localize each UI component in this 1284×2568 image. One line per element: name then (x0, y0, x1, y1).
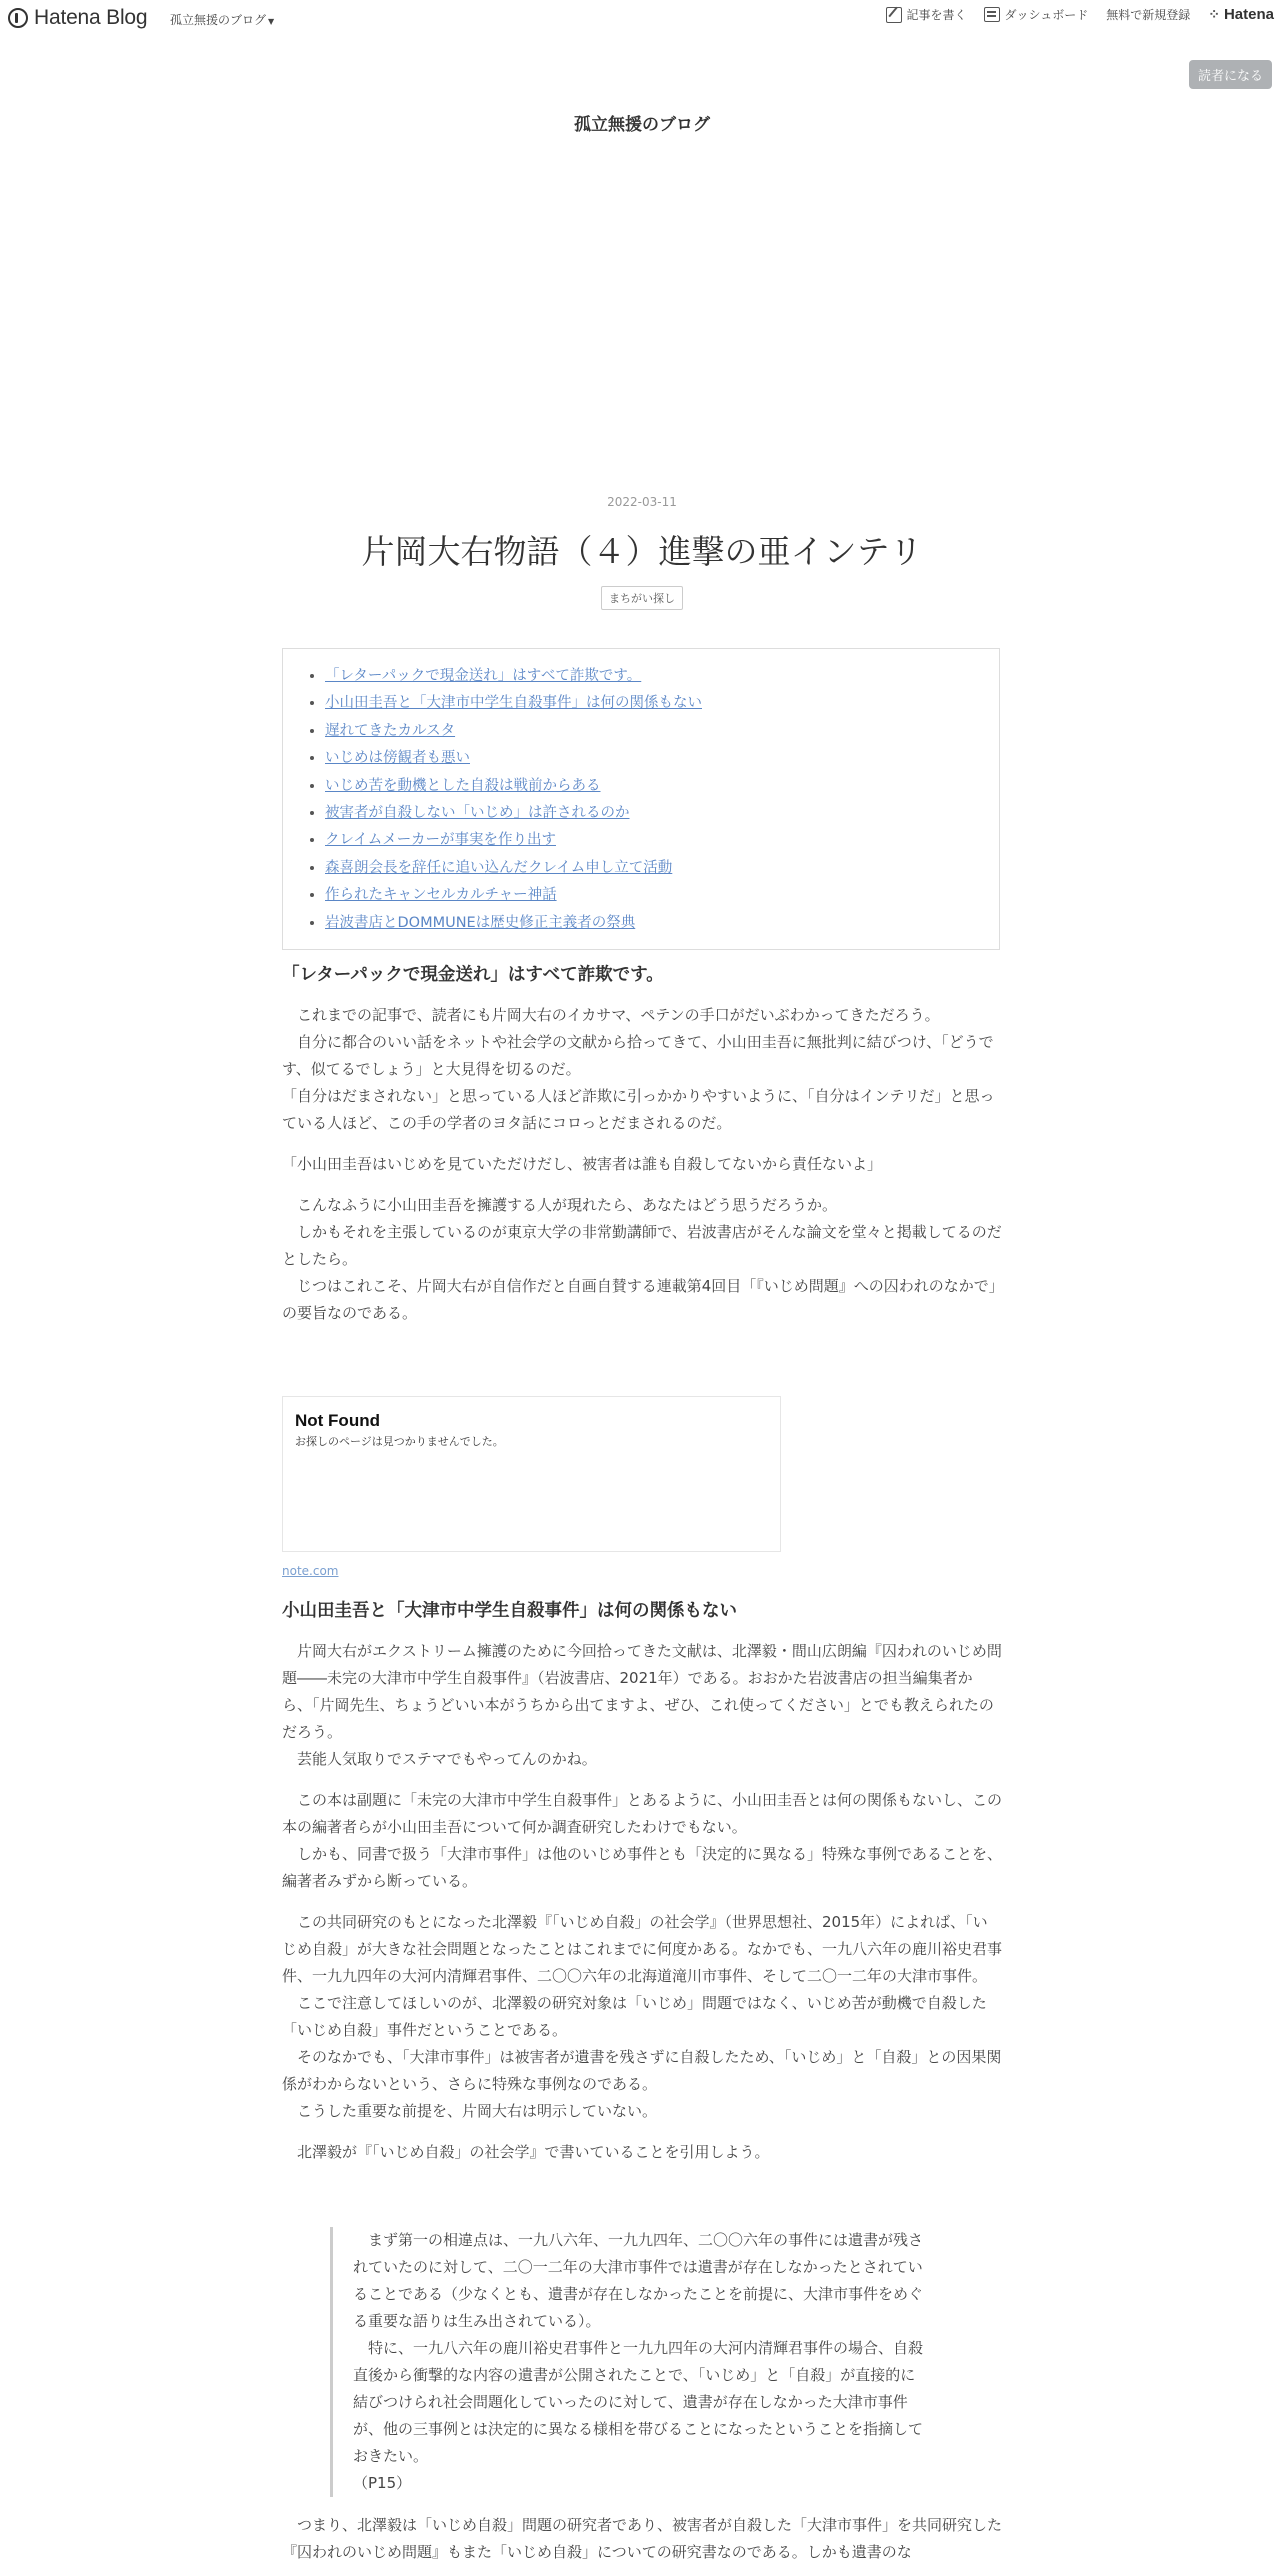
hatena-dots-icon: ⁘ (1208, 6, 1220, 22)
write-entry-label: 記事を書く (906, 8, 967, 22)
article-section-3 (282, 2512, 1002, 2566)
toc-item (325, 910, 999, 937)
hatena-blog-logo-icon (8, 8, 28, 28)
paragraph: ここで注意してほしいのが、北澤毅の研究対象は「いじめ」問題ではなく、いじめ苦が動機で自殺した「いじめ自殺」事件だということである。 (282, 1994, 987, 2039)
paragraph: 北澤毅が『「いじめ自殺」の社会学』で書いていることを引用しよう。 (282, 2143, 770, 2161)
toc-link[interactable]: 森喜朗会長を辞任に追い込んだクレイム申し立て活動 (325, 859, 673, 876)
article-section-1 (282, 960, 1002, 1327)
toc-link[interactable]: 遅れてきたカルスタ (325, 722, 456, 739)
toc-link[interactable]: クレイムメーカーが事実を作り出す (325, 832, 556, 849)
toc-item (325, 663, 999, 690)
quote-citation: （P15） (353, 2474, 412, 2492)
table-of-contents (282, 648, 1000, 950)
toc-item (325, 690, 999, 717)
toc-item (325, 745, 999, 772)
entry-title[interactable]: 片岡大右物語（４）進撃の亜インテリ (361, 532, 923, 571)
paragraph: 「自分はだまされない」と思っている人ほど詐欺に引っかかりやすいように、「自分はインテリだ」と思っている人ほど、この手の学者のヨタ話にコロっとだまされるのだ。 (282, 1087, 995, 1132)
toc-link[interactable]: いじめは傍観者も悪い (325, 750, 470, 767)
right-nav (886, 6, 1274, 23)
article-section-2 (282, 1596, 1002, 2166)
embed-card[interactable] (282, 1396, 781, 1552)
global-header (0, 0, 1284, 38)
blog-menu-label: 孤立無援のブログ (170, 13, 267, 27)
toc-item (325, 882, 999, 909)
write-entry-link[interactable] (886, 6, 966, 23)
embed-title: Not Found (295, 1411, 380, 1430)
toc-link[interactable]: 「レターパックで現金送れ」はすべて詐欺です。 (325, 668, 642, 684)
embed-source-link[interactable]: note.com (282, 1564, 339, 1578)
toc-item (325, 827, 999, 854)
subscribe-button[interactable]: 読者になる (1189, 60, 1272, 89)
paragraph: しかも、同書で扱う「大津市事件」は他のいじめ事件とも「決定的に異なる」特殊な事例であることを、編著者みずから断っている。 (282, 1845, 1003, 1890)
toc-item (325, 800, 999, 827)
paragraph: こんなふうに小山田圭吾を擁護する人が現れたら、あなたはどう思うだろうか。 (282, 1196, 838, 1214)
paragraph: この本は副題に「未完の大津市中学生自殺事件」とあるように、小山田圭吾とは何の関係もないし、この本の編著者らが小山田圭吾について何か調査研究したわけでもない。 (282, 1791, 1003, 1836)
dashboard-label: ダッシュボード (1004, 8, 1089, 22)
toc-item (325, 855, 999, 882)
paragraph: 片岡大右がエクストリーム擁護のために今回拾ってきた文献は、北澤毅・間山広朗編『囚われのいじめ問題――未完の大津市中学生自殺事件』（岩波書店、2021年）である。おおかた岩波書店の担当編集者から、「片岡先生、ちょうどいい本がうちから出てますよ、ぜひ、これ使ってください」とでも教えられたのだろう。 (282, 1642, 1002, 1741)
blog-menu-dropdown[interactable] (170, 11, 274, 28)
paragraph: しかもそれを主張しているのが東京大学の非常勤講師で、岩波書店がそんな論文を堂々と掲載してるのだとしたら。 (282, 1223, 1002, 1268)
paragraph: そのなかでも、「大津市事件」は被害者が遺書を残さずに自殺したため、「いじめ」と「自殺」との因果関係がわからないという、さらに特殊な事例なのである。 (282, 2048, 1002, 2093)
toc-link[interactable]: 小山田圭吾と「大津市中学生自殺事件」は何の関係もない (325, 695, 702, 712)
blockquote (330, 2227, 930, 2497)
paragraph: じつはこれこそ、片岡大右が自信作だと自画自賛する連載第4回目「『いじめ問題』への囚われのなかで」の要旨なのである。 (282, 1277, 997, 1322)
paragraph: この共同研究のもとになった北澤毅『「いじめ自殺」の社会学』（世界思想社、2015年）によれば、「いじめ自殺」が大きな社会問題となったことはこれまでに何度かある。なかでも、一九八六年の鹿川裕史君事件、一九九四年の大河内清輝君事件、二〇〇六年の北海道滝川市事件、そして二〇一二年の大津市事件。 (282, 1913, 1003, 1985)
pen-icon (886, 7, 902, 23)
paragraph: これまでの記事で、読者にも片岡大右のイカサマ、ペテンの手口がだいぶわかってきただろう。 (282, 1006, 940, 1024)
entry-date[interactable]: 2022-03-11 (607, 495, 677, 509)
toc-link[interactable]: 作られたキャンセルカルチャー神話 (325, 887, 557, 904)
toc-link[interactable]: いじめ苦を動機とした自殺は戦前からある (325, 777, 601, 794)
chevron-down-icon: ▼ (268, 17, 275, 26)
paragraph: つまり、北澤毅は「いじめ自殺」問題の研究者であり、被害者が自殺した「大津市事件」を共同研究した『囚われのいじめ問題』もまた「いじめ自殺」についての研究書なのである。しかも遺書のな (282, 2516, 1003, 2561)
brand-text: Hatena Blog (34, 6, 148, 29)
toc-link[interactable]: 岩波書店とDOMMUNEは歴史修正主義者の祭典 (325, 914, 636, 931)
quote-paragraph: 特に、一九八六年の鹿川裕史君事件と一九九四年の大河内清輝君事件の場合、自殺直後から衝撃的な内容の遺書が公開されたことで、「いじめ」と「自殺」が直接的に結びつけられ社会問題化していったのに対して、遺書が存在しなかった大津市事件が、他の三事例とは決定的に異なる様相を帯びることになったということを指摘しておきたい。 (353, 2339, 924, 2465)
dashboard-icon (984, 7, 1000, 22)
dashboard-link[interactable] (984, 6, 1088, 23)
signup-label: 無料で新規登録 (1106, 8, 1191, 22)
quote-paragraph: まず第一の相違点は、一九八六年、一九九四年、二〇〇六年の事件には遺書が残されていたのに対して、二〇一二年の大津市事件では遺書が存在しなかったとされていることである（少なくとも、遺書が存在しなかったことを前提に、大津市事件をめぐる重要な語りは生み出されている）。 (353, 2231, 924, 2330)
hatena-menu[interactable] (1208, 6, 1274, 23)
toc-item (325, 773, 999, 800)
section-heading: 「レターパックで現金送れ」はすべて詐欺です。 (282, 965, 664, 985)
blog-title[interactable]: 孤立無援のブログ (574, 115, 710, 135)
paragraph: 「小山田圭吾はいじめを見ていただけだし、被害者は誰も自殺してないから責任ないよ」 (282, 1155, 883, 1173)
category-tag[interactable]: まちがい探し (601, 586, 683, 610)
hatena-blog-logo[interactable] (8, 6, 147, 30)
hatena-label: Hatena (1223, 6, 1274, 23)
toc-link[interactable]: 被害者が自殺しない「いじめ」は許されるのか (325, 805, 630, 822)
section-heading: 小山田圭吾と「大津市中学生自殺事件」は何の関係もない (282, 1601, 737, 1621)
embed-text: お探しのページは見つかりませんでした。 (295, 1435, 504, 1448)
toc-item (325, 718, 999, 745)
paragraph: 芸能人気取りでステマでもやってんのかね。 (282, 1750, 597, 1768)
signup-link[interactable] (1106, 6, 1190, 23)
paragraph: 自分に都合のいい話をネットや社会学の文献から拾ってきて、小山田圭吾に無批判に結びつけ、「どうです、似てるでしょう」と大見得を切るのだ。 (282, 1033, 994, 1078)
paragraph: こうした重要な前提を、片岡大右は明示していない。 (282, 2102, 658, 2120)
